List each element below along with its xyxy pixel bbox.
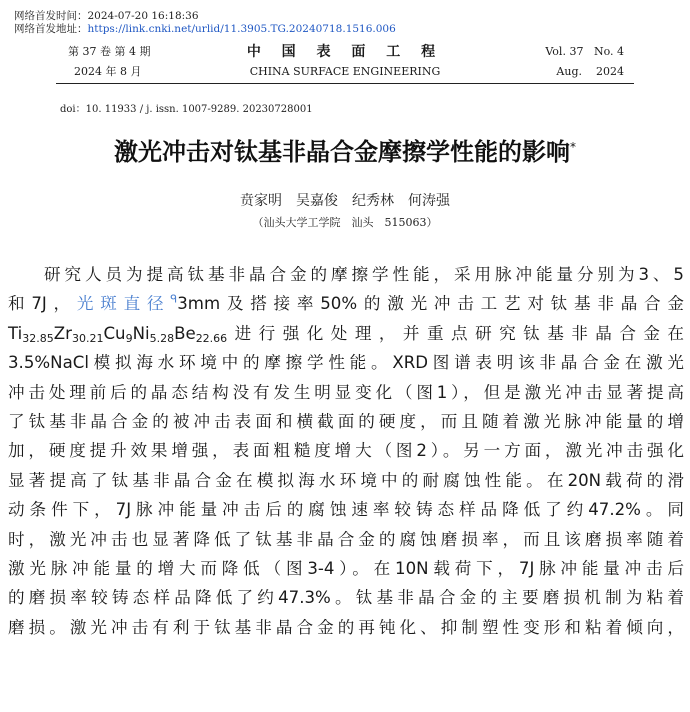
abstract-line: 显著提高了钛基非晶合金在模拟海水环境中的耐腐蚀性能。在20N载荷的滑 — [8, 470, 684, 490]
address-label: 网络首发地址： — [14, 23, 88, 35]
journal-name-cn: 中 国 表 面 工 程 — [246, 44, 444, 60]
abstract-line — [8, 319, 684, 348]
abstract-line: 磨损。激光冲击有利于钛基非晶合金的再钝化、抑制塑性变形和粘着倾向， — [8, 617, 684, 637]
abstract-line: 时，激光冲击也显著降低了钛基非晶合金的腐蚀磨损率，而且该磨损率随着 — [8, 529, 684, 549]
abstract-line — [8, 289, 684, 318]
header-rule — [56, 83, 634, 84]
doi: doi：10. 11933 / j. issn. 1007-9289. 20230728001 — [60, 104, 313, 115]
formula: $Ti_{32.85}Zr_{30.21}Cu_9Ni_{5.28}Be_{22.66}$ — [8, 323, 228, 345]
paper-title — [0, 132, 690, 167]
affiliation: （汕头大学工学院 汕头 515063） — [252, 216, 438, 229]
authors: 贲家明 吴嘉俊 纪秀林 何涛强 — [240, 193, 450, 209]
abstract-line: 动条件下，7J脉冲能量冲击后的腐蚀速率较铸态样品降低了约47.2%。同 — [8, 500, 684, 520]
text-run: 3mm及搭接率50%的激光冲击工艺对钛基非晶合金 — [177, 294, 684, 314]
address-link[interactable]: https://link.cnki.net/urlid/11.3905.TG.20240718.1516.006 — [87, 23, 396, 35]
abstract — [8, 260, 684, 642]
highlighted-term[interactable]: 光斑直径 — [76, 294, 171, 314]
abstract-line: 3.5%NaCl模拟海水环境中的摩擦学性能。XRD图谱表明该非晶合金在激光 — [8, 353, 684, 373]
text-run: 进行强化处理，并重点研究钛基非晶合金在 — [227, 323, 684, 343]
abstract-line: 了钛基非晶合金的被冲击表面和横截面的硬度，而且随着激光脉冲能量的增 — [8, 412, 684, 432]
text-run: 和7J， — [8, 294, 77, 314]
abstract-line: 激光脉冲能量的增大而降低（图3-4）。在10N载荷下，7J脉冲能量冲击后 — [8, 559, 684, 579]
issue-en: No. 4 — [593, 45, 624, 58]
month-en: Aug. — [556, 65, 582, 78]
title-text: 激光冲击对钛基非晶合金摩擦学性能的影响 — [114, 138, 570, 166]
abstract-line: 冲击处理前后的晶态结构没有发生明显变化（图1），但是激光冲击显著提高 — [8, 382, 684, 402]
volume-issue-cn: 第 37 卷 第 4 期 — [68, 45, 151, 58]
year-en: 2024 — [596, 65, 624, 78]
publication-info — [14, 10, 396, 36]
header-right — [545, 42, 624, 82]
abstract-line: 研究人员为提高钛基非晶合金的摩擦学性能，采用脉冲能量分别为3、5 — [44, 265, 684, 284]
abstract-line: 加，硬度提升效果增强，表面粗糙度增大（图2）。另一方面，激光冲击强化 — [8, 441, 684, 461]
annotation-icon[interactable]: ᑫ — [170, 292, 178, 306]
journal-name-en: CHINA SURFACE ENGINEERING — [249, 65, 441, 78]
date-cn: 2024 年 8 月 — [74, 65, 142, 78]
first-publish-time: 网络首发时间：2024-07-20 16:18:36 — [14, 10, 199, 22]
title-footnote-mark: * — [570, 140, 576, 154]
abstract-line: 的磨损率较铸态样品降低了约47.3%。钛基非晶合金的主要磨损机制为粘着 — [8, 588, 684, 608]
volume-en: Vol. 37 — [545, 45, 584, 58]
journal-header — [56, 42, 634, 84]
first-publish-address — [14, 23, 396, 36]
